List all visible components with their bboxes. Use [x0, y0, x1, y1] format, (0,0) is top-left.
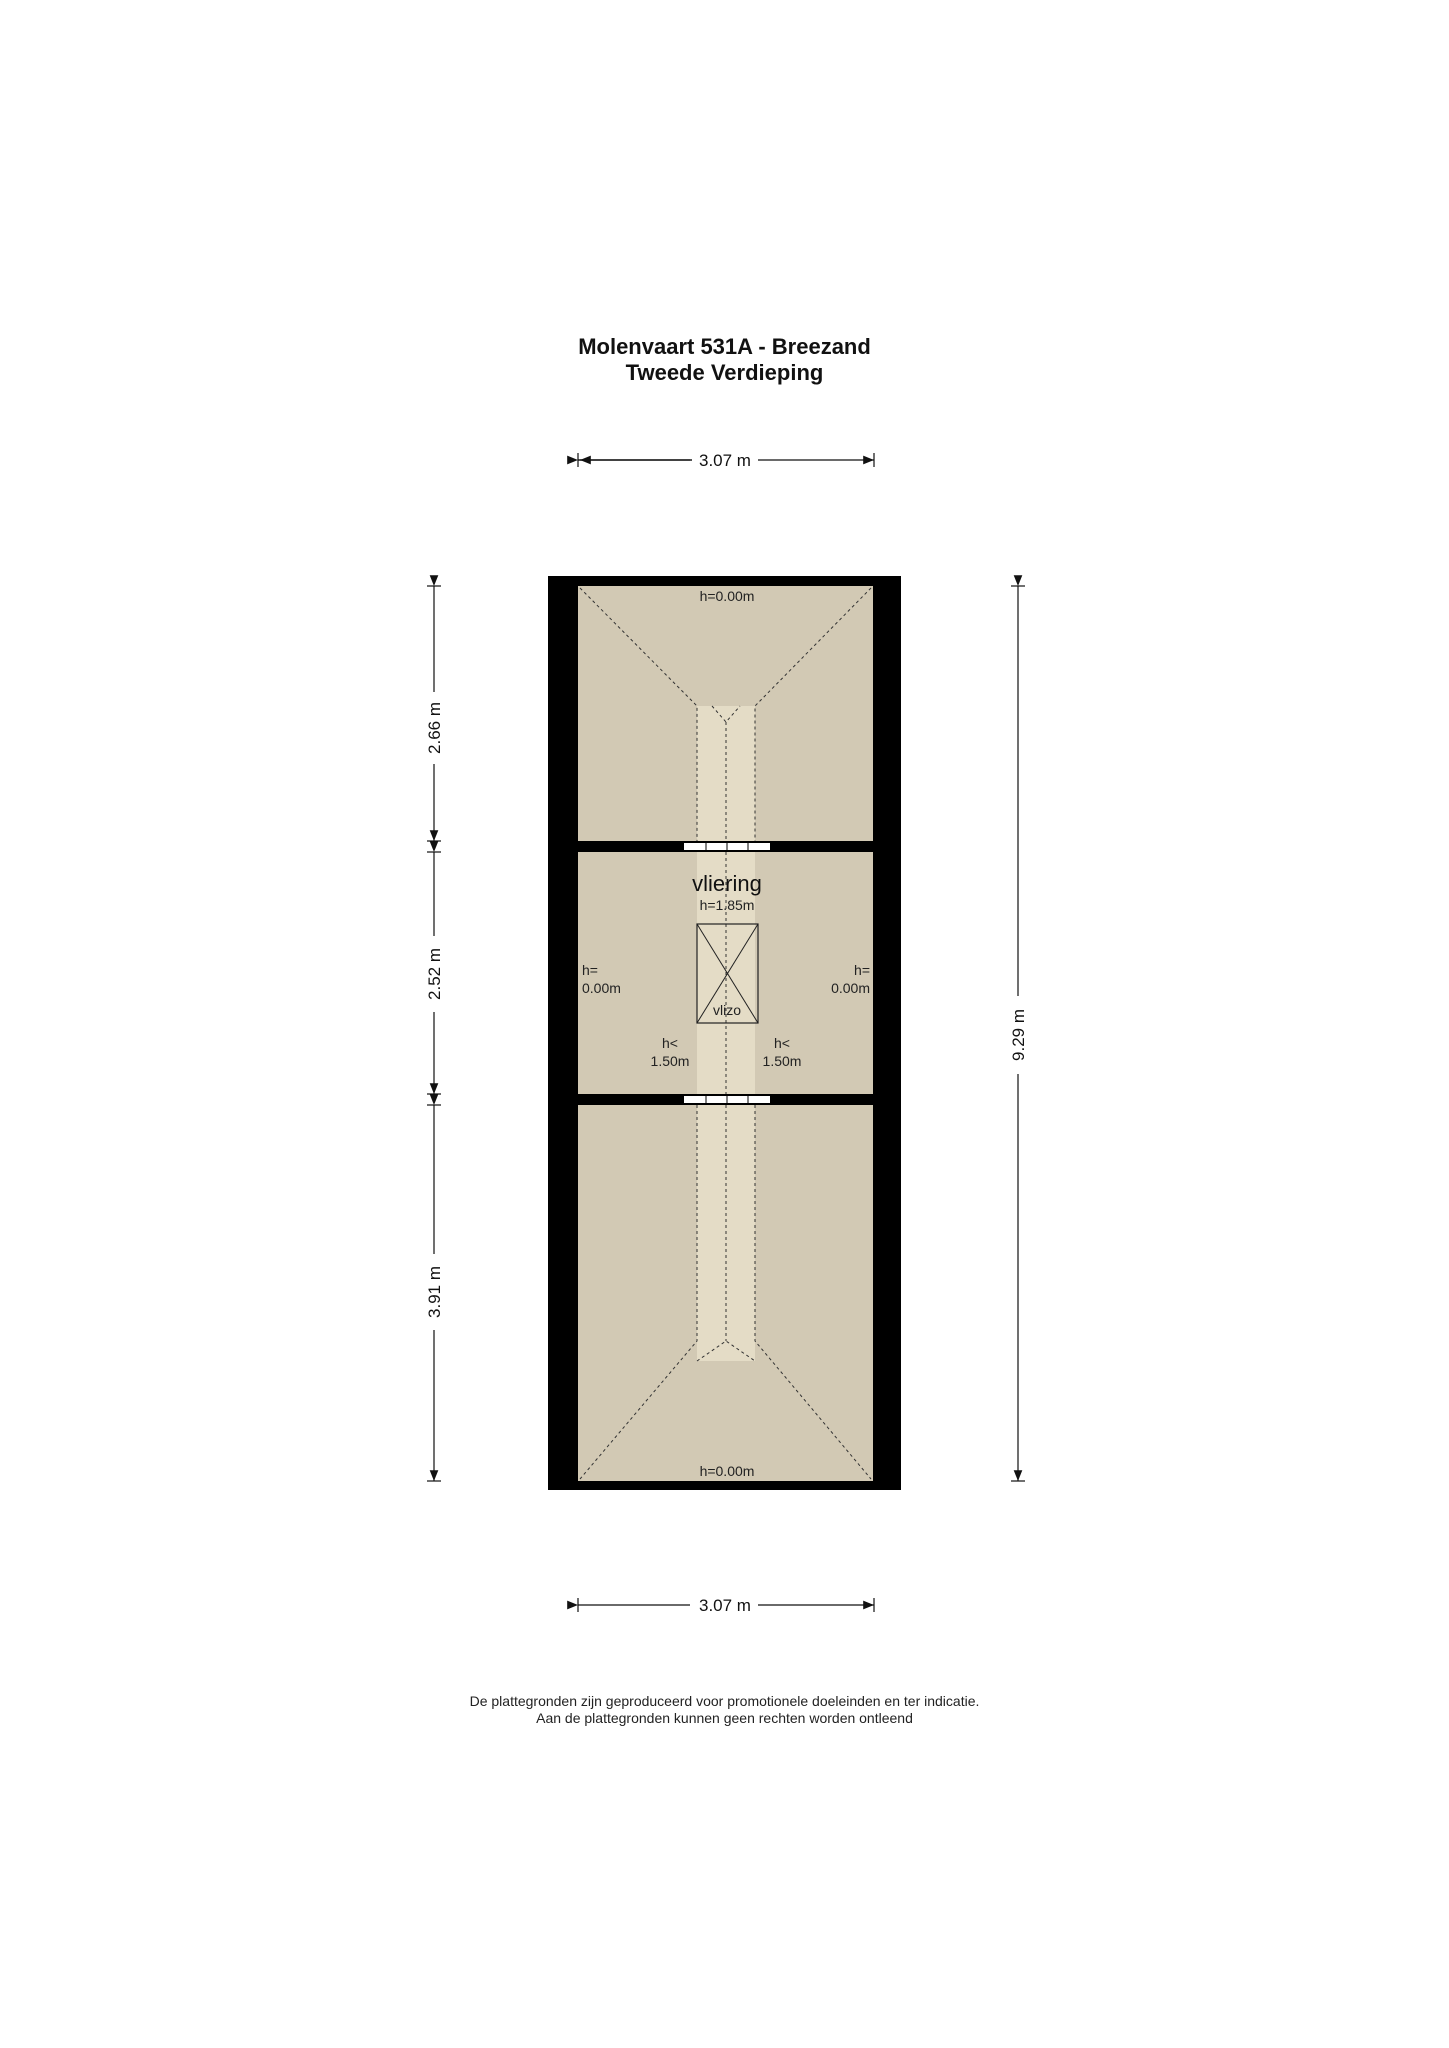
left-edge-height-1: h=	[582, 962, 598, 978]
right-total-label: 9.29 m	[1009, 1009, 1028, 1061]
room-vliering	[578, 852, 873, 1094]
dimension-top-width	[578, 451, 874, 470]
dimension-right-total	[1009, 586, 1028, 1481]
dimension-bottom-width	[578, 1596, 874, 1615]
left-dim-3-label: 3.91 m	[425, 1266, 444, 1318]
right-edge-height-1: h=	[854, 962, 870, 978]
dimension-left-segments	[425, 586, 444, 1481]
right-low-height-1: h<	[774, 1035, 790, 1051]
bottom-zone	[578, 1105, 873, 1481]
opening-top	[684, 843, 770, 850]
right-edge-height-2: 0.00m	[831, 980, 870, 996]
bottom-width-label: 3.07 m	[699, 1596, 751, 1615]
room-height: h=1.85m	[699, 897, 755, 913]
top-width-label: 3.07 m	[699, 451, 751, 470]
hatch-label: vlizo	[712, 1002, 742, 1018]
left-dim-1-label: 2.66 m	[425, 702, 444, 754]
floor-subtitle: Tweede Verdieping	[625, 360, 824, 385]
right-low-height-2: 1.50m	[762, 1053, 802, 1069]
top-zone-height: h=0.00m	[699, 588, 755, 604]
left-edge-height-2: 0.00m	[582, 980, 621, 996]
bottom-zone-height: h=0.00m	[699, 1463, 755, 1479]
left-dim-2-label: 2.52 m	[425, 948, 444, 1000]
disclaimer-line-1: De plattegronden zijn geproduceerd voor promotionele doeleinden en ter indicatie.	[469, 1693, 980, 1709]
room-name: vliering	[692, 871, 762, 896]
disclaimer-line-2: Aan de plattegronden kunnen geen rechten worden ontleend	[536, 1710, 913, 1726]
left-low-height-1: h<	[662, 1035, 678, 1051]
plan-title: Molenvaart 531A - Breezand	[578, 334, 871, 359]
top-zone	[578, 586, 873, 841]
opening-bottom	[684, 1096, 770, 1103]
left-low-height-2: 1.50m	[650, 1053, 690, 1069]
